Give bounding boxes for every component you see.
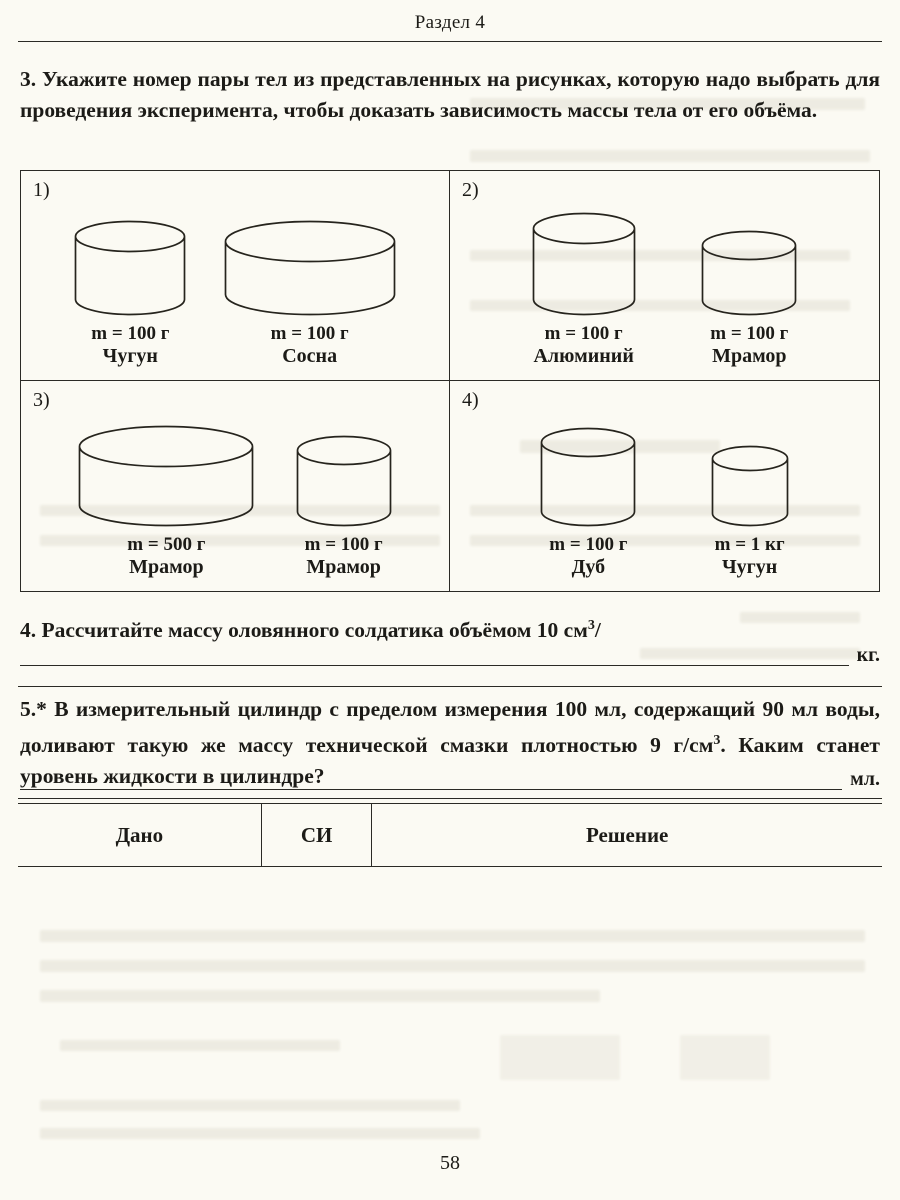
body-item [532,212,636,368]
figure-pairs-table [20,170,880,592]
question-3-text: Укажите номер пары тел из представленных на рисунках, которую надо выбрать для проведения эксперимента, чтобы доказать зависимость массы тела от его объёма. [20,67,881,122]
cylinder-icon [74,220,186,316]
solution-table [18,798,882,867]
question-3 [20,64,880,126]
mass-label: m = 1 кг [714,534,785,555]
body-item [74,220,186,368]
figure-cell-pair-4 [450,381,879,591]
body-item [540,427,636,579]
material-label: Мрамор [129,556,204,578]
question-5-number: 5.* [20,697,47,721]
material-label: Мрамор [712,345,787,367]
question-4-number: 4. [20,618,37,643]
body-item [224,220,396,368]
mass-label: m = 100 г [304,534,383,555]
solution-table-header-row [18,804,882,867]
question-4-text-tail: / [594,618,601,643]
material-label: Алюминий [533,345,634,367]
question-4-text: Рассчитайте массу оловянного солдатика объёмом 10 см [41,618,588,643]
header-rule [18,41,882,42]
unit-label: мл. [850,768,880,790]
column-header-reshenie: Решение [371,804,882,866]
cylinder-icon [532,212,636,316]
material-label: Сосна [282,345,338,367]
question-4-answer-line [20,640,880,666]
column-header-si: СИ [261,804,372,866]
mass-label: m = 100 г [270,323,349,344]
body-item [296,435,392,579]
body-item [78,425,254,579]
body-item [701,230,797,368]
cylinder-icon [711,445,789,527]
cylinder-icon [224,220,396,316]
figure-cell-pair-2 [450,171,879,381]
cylinder-icon [78,425,254,527]
question-5-text: В измерительный цилиндр с пределом измерения 100 мл, содержащий 90 мл воды, доливают такую же массу технической смазки плотностью 9 г/см [20,697,880,758]
material-label: Дуб [571,556,606,578]
mass-label: m = 100 г [549,534,628,555]
unit-label: кг. [856,644,880,666]
question-5-answer-line [20,764,880,790]
body-item [711,445,789,579]
cylinder-icon [701,230,797,316]
mass-label: m = 100 г [544,323,623,344]
material-label: Мрамор [306,556,381,578]
pair-number: 4) [462,389,479,411]
superscript-3: 3 [713,733,721,748]
question-5-text-tail: . Каким станет уровень жидкости в цилиндре? [20,733,880,789]
mass-label: m = 100 г [91,323,170,344]
material-label: Чугун [722,556,778,578]
column-header-dano: Дано [115,822,164,847]
cylinder-icon [296,435,392,527]
material-label: Чугун [102,345,158,367]
section-header: Раздел 4 [414,12,486,33]
pair-number: 1) [33,179,50,201]
figure-cell-pair-1 [21,171,450,381]
question-3-number: 3. [20,67,37,91]
answer-blank [20,639,849,666]
pair-number: 3) [33,389,50,411]
page-number: 58 [440,1152,460,1174]
answer-blank [20,763,842,790]
section-divider-rule [18,686,882,687]
superscript-3: 3 [587,618,595,633]
cylinder-icon [540,427,636,527]
figure-cell-pair-3 [21,381,450,591]
pair-number: 2) [462,179,479,201]
mass-label: m = 100 г [710,323,789,344]
mass-label: m = 500 г [127,534,206,555]
